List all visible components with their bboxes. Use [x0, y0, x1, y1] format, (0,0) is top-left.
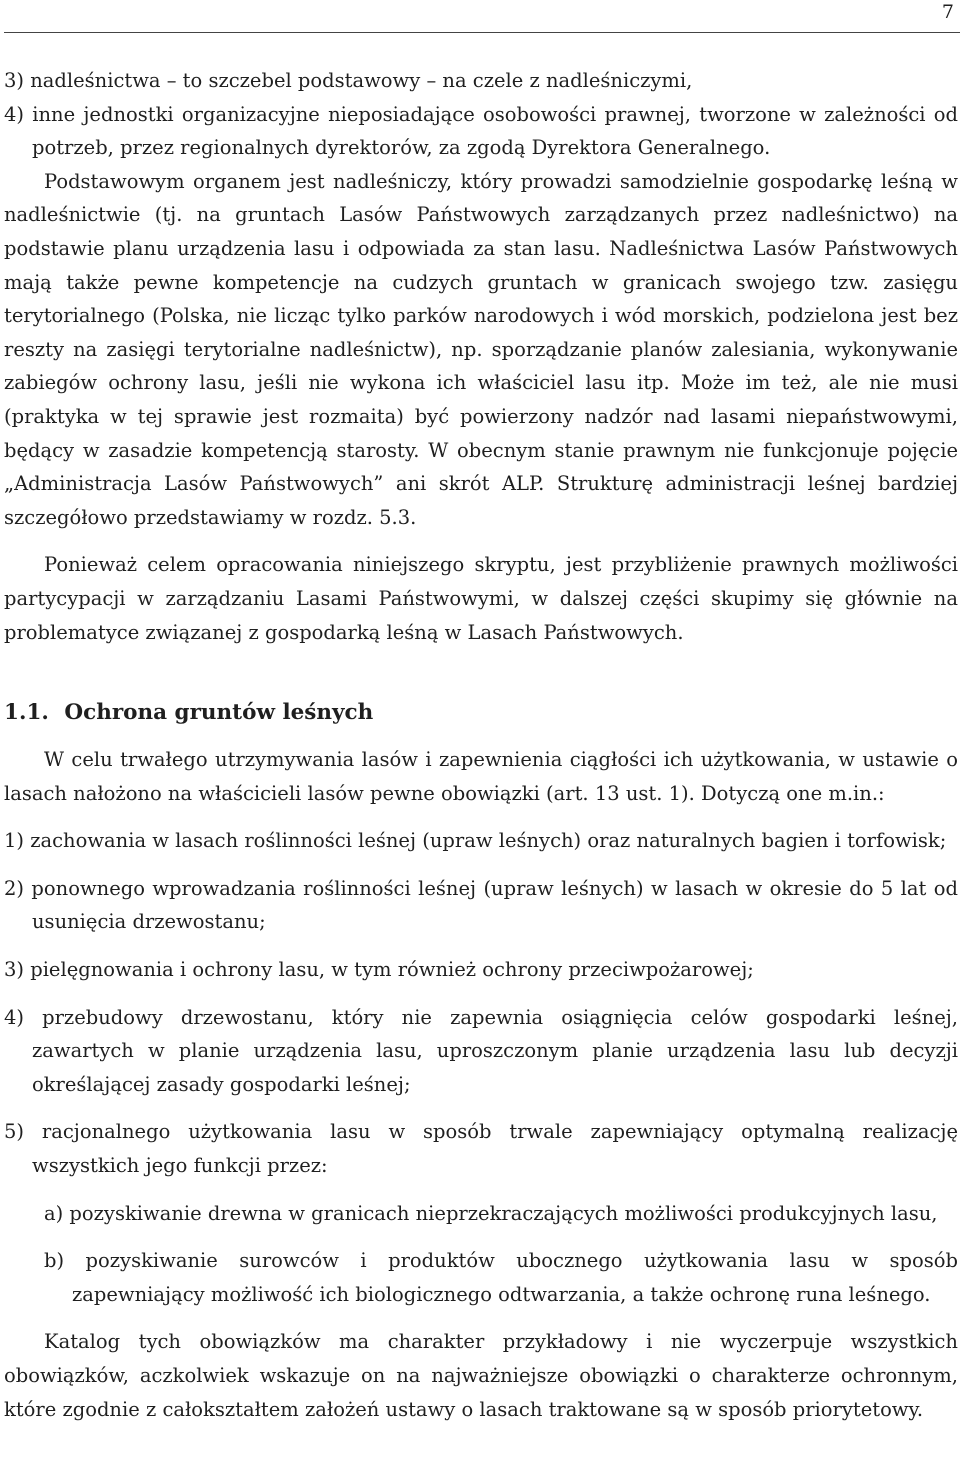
list-item-3: 3) nadleśnictwa – to szczebel podstawowy – na czele z nadleśniczymi, — [4, 69, 693, 92]
section-title: Ochrona gruntów leśnych — [64, 700, 374, 726]
obligation-subitem-a: a) pozyskiwanie drewna w granicach nieprzekraczających możliwości produkcyjnych lasu, — [44, 1201, 938, 1225]
document-body — [4, 64, 958, 1426]
paragraph-purpose: Ponieważ celem opracowania niniejszego skryptu, jest przybliżenie prawnych możliwości partycypacji w zarządzaniu Lasami Państwowymi, w dalszej części skupimy się głównie na problematyce związanej z gospodarką leśną w Lasach Państwowych. — [4, 553, 958, 644]
list-item-4: 4) inne jednostki organizacyjne nieposiadające osobowości prawnej, tworzone w zależności od potrzeb, przez regionalnych dyrektorów, za zgodą Dyrektora Generalnego. — [4, 102, 958, 160]
obligation-item-1: 1) zachowania w lasach roślinności leśnej (upraw leśnych) oraz naturalnych bagien i torfowisk; — [4, 829, 947, 853]
page-number: 7 — [941, 1, 954, 23]
closing-paragraph: Katalog tych obowiązków ma charakter przykładowy i nie wyczerpuje wszystkich obowiązków, aczkolwiek wskazuje on na najważniejsze obowiązki o charakterze ochronnym, które zgodnie z całokształtem założeń ustawy o lasach traktowane są w sposób priorytetowy. — [4, 1330, 958, 1421]
section-lead: W celu trwałego utrzymywania lasów i zapewnienia ciągłości ich użytkowania, w ustawie o lasach nałożono na właścicieli lasów pewne obowiązki (art. 13 ust. 1). Dotyczą one m.in.: — [4, 748, 958, 805]
obligation-subitem-b: b) pozyskiwanie surowców i produktów ubocznego użytkowania lasu w sposób zapewniający możliwość ich biologicznego odtwarzania, a także ochronę runa leśnego. — [44, 1249, 958, 1306]
obligation-item-5: 5) racjonalnego użytkowania lasu w sposób trwale zapewniający optymalną realizację wszystkich jego funkcji przez: — [4, 1120, 958, 1178]
paragraph-nadlesniczy: Podstawowym organem jest nadleśniczy, który prowadzi samodzielnie gospodarkę leśną w nadleśnictwie (tj. na gruntach Lasów Państwowych zarządzanych przez nadleśnictwo) na podstawie planu urządzenia lasu i odpowiada za stan lasu. Nadleśnictwa Lasów Państwowych mają także pewne kompetencje na cudzych gruntach w granicach swojego tzw. zasięgu terytorialnego (Polska, nie licząc tylko parków narodowych i wód morskich, podzielona jest bez reszty na zasięgi terytorialne nadleśnictw), np. sporządzanie planów zalesiania, wykonywanie zabiegów ochrony lasu, jeśli nie wykona ich właściciel lasu itp. Może im też, ale nie musi (praktyka w tej sprawie jest rozmaita) być powierzony nadzór nad lasami niepaństwowymi, będący w zasadzie kompetencją starosty. W obecnym stanie prawnym nie funkcjonuje pojęcie „Administracja Lasów Państwowych” ani skrót ALP. Strukturę administracji leśnej bardziej szczegółowo przedstawiamy w rozdz. 5.3. — [4, 169, 958, 529]
header-rule — [4, 32, 960, 33]
section-number: 1.1. — [4, 700, 49, 726]
obligation-item-2: 2) ponownego wprowadzania roślinności leśnej (upraw leśnych) w lasach w okresie do 5 lat od usunięcia drzewostanu; — [4, 876, 958, 934]
obligation-item-4: 4) przebudowy drzewostanu, który nie zapewnia osiągnięcia celów gospodarki leśnej, zawartych w planie urządzenia lasu, uproszczonym planie urządzenia lasu lub decyzji określającej zasady gospodarki leśnej; — [4, 1005, 958, 1096]
obligation-item-3: 3) pielęgnowania i ochrony lasu, w tym również ochrony przeciwpożarowej; — [4, 958, 754, 982]
section-heading — [4, 695, 958, 731]
